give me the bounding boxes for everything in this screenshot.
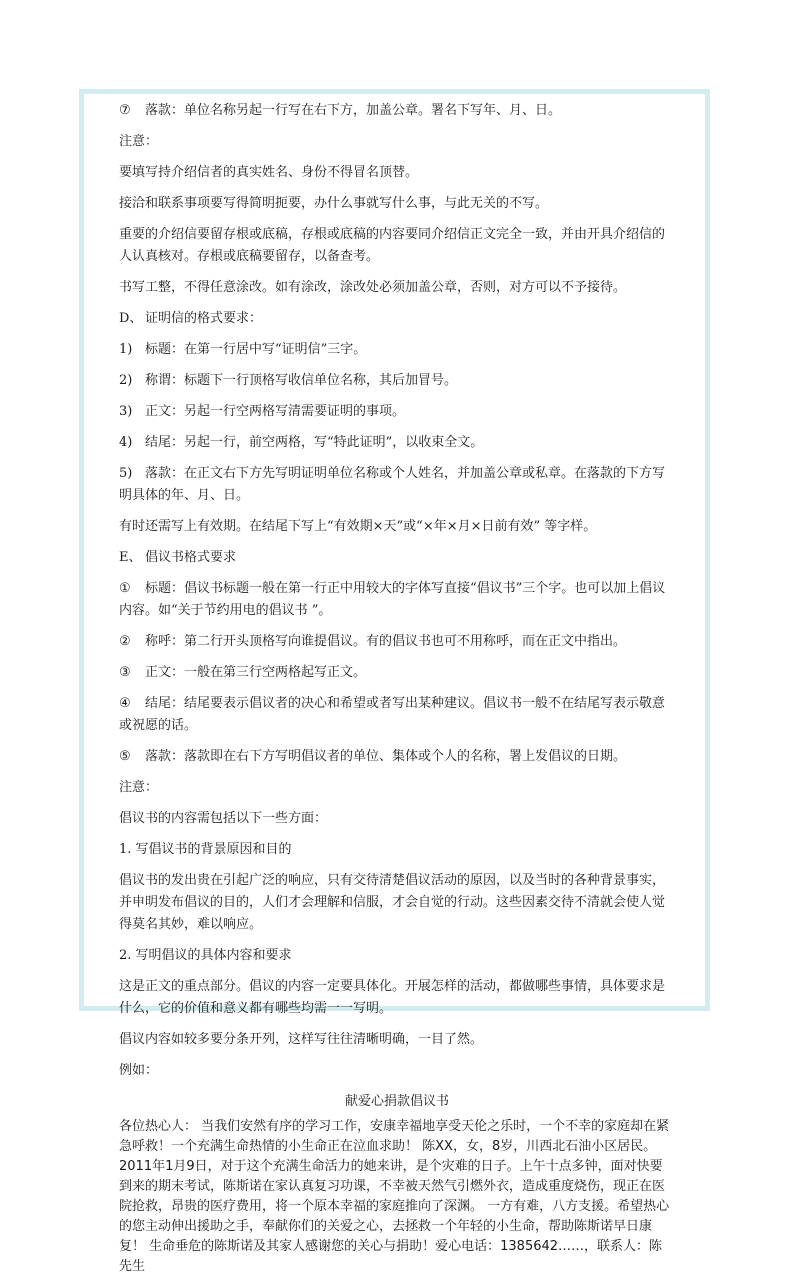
paragraph <box>119 1060 675 1082</box>
list-marker: ③ <box>119 665 131 680</box>
paragraph-text: 有时还需写上有效期。在结尾下写上“有效期×天”或“×年×月×日前有效” 等字样。 <box>119 519 597 534</box>
paragraph-text: 书写工整，不得任意涂改。如有涂改，涂改处必须加盖公章，否则，对方可以不予接待。 <box>119 280 627 295</box>
paragraph <box>119 870 675 936</box>
list-marker: ⑦ <box>119 103 131 118</box>
paragraph <box>119 777 675 799</box>
paragraph <box>119 631 675 653</box>
document-content <box>119 100 675 1277</box>
paragraph-text: 证明信的格式要求： <box>145 311 263 326</box>
paragraph <box>119 976 675 1020</box>
paragraph-text: 称谓：标题下一行顶格写收信单位名称，其后加冒号。 <box>145 373 458 388</box>
letter-title: 献爱心捐款倡议书 <box>344 1094 449 1109</box>
list-marker: 3) <box>119 404 133 419</box>
list-marker: E、 <box>119 550 142 565</box>
paragraph-text: 标题：倡议书标题一般在第一行正中用较大的字体写直接“倡议书”三个字。也可以加上倡议内容。如“关于节约用电的倡议书 ”。 <box>119 581 666 618</box>
list-marker: 2) <box>119 373 133 388</box>
paragraph <box>119 839 675 861</box>
paragraph-text: 正文：一般在第三行空两格起写正文。 <box>145 665 367 680</box>
paragraph-text: 倡议书的内容需包括以下一些方面： <box>119 811 328 826</box>
paragraph <box>119 1029 675 1051</box>
paragraph-text: 倡议书的发出贵在引起广泛的响应，只有交待清楚倡议活动的原因，以及当时的各种背景事实，并申明发布倡议的目的，人们才会理解和信服，才会自觉的行动。这些因素交待不清就会使人觉得莫名其妙，难以响应。 <box>119 873 666 932</box>
paragraph <box>119 131 675 153</box>
list-marker: D、 <box>119 311 143 326</box>
paragraph <box>119 193 675 215</box>
list-marker: ① <box>119 581 131 596</box>
paragraph <box>119 463 675 507</box>
paragraph-text: 注意： <box>119 780 159 795</box>
paragraph <box>119 432 675 454</box>
paragraph-text: 结尾：结尾要表示倡议者的决心和希望或者写出某种建议。倡议书一般不在结尾写表示敬意或祝愿的话。 <box>119 696 666 733</box>
paragraph <box>119 401 675 423</box>
list-marker: 5) <box>119 466 133 481</box>
paragraph <box>119 224 675 268</box>
paragraph-text: 这是正文的重点部分。倡议的内容一定要具体化。开展怎样的活动，都做哪些事情，具体要求是什么，它的价值和意义都有哪些均需一一写明。 <box>119 979 666 1016</box>
list-marker: ⑤ <box>119 749 131 764</box>
paragraph-text: 称呼：第二行开头顶格写向谁提倡议。有的倡议书也可不用称呼，而在正文中指出。 <box>145 634 627 649</box>
paragraph-text: 落款：在正文右下方先写明证明单位名称或个人姓名，并加盖公章或私章。在落款的下方写明具体的年、月、日。 <box>119 466 666 503</box>
letter-body: 各位热心人： 当我们安然有序的学习工作，安康幸福地享受天伦之乐时，一个不幸的家庭却在紧急呼救！一个充满生命热情的小生命正在泣血求助！ 陈XX，女，8岁，川西北石油小区居民。2011年1月9日，对于这个充满生命活力的她来讲，是个灾难的日子。上午十点多钟，面对快要到来的期末考试，陈斯诺在家认真复习功课，不幸被天然气引燃外衣，造成重度烧伤，现正在医院抢救，昂贵的医疗费用，将一个原本幸福的家庭推向了深渊。 一方有难，八方支援。希望热心的您主动伸出援助之手，奉献你们的关爱之心，去拯救一个年轻的小生命，帮助陈斯诺早日康复！ 生命垂危的陈斯诺及其家人感谢您的关心与捐助！爱心电话：1385642……，联系人：陈先生 <box>119 1119 670 1274</box>
paragraph-text: 结尾：另起一行，前空两格，写“特此证明”，以收束全文。 <box>145 435 484 450</box>
paragraph <box>119 547 675 569</box>
paragraph-text: 落款：单位名称另起一行写在右下方，加盖公章。署名下写年、月、日。 <box>145 103 562 118</box>
paragraph <box>119 945 675 967</box>
document-frame <box>79 89 710 1274</box>
paragraph-text: 1. 写倡议书的背景原因和目的 <box>119 842 292 857</box>
paragraph <box>119 100 675 122</box>
paragraph <box>119 370 675 392</box>
paragraph <box>119 308 675 330</box>
paragraph <box>119 693 675 737</box>
paragraph-text: 要填写持介绍信者的真实姓名、身份不得冒名顶替。 <box>119 165 419 180</box>
paragraph-text: 倡议书格式要求 <box>145 550 237 565</box>
paragraph-text: 标题：在第一行居中写“证明信”三字。 <box>145 342 367 357</box>
list-marker: 1) <box>119 342 133 357</box>
paragraph <box>119 578 675 622</box>
paragraph-text: 接洽和联系事项要写得简明扼要，办什么事就写什么事，与此无关的不写。 <box>119 196 549 211</box>
paragraph <box>119 277 675 299</box>
list-marker: ② <box>119 634 131 649</box>
paragraph-text: 例如： <box>119 1063 159 1078</box>
paragraph-text: 正文：另起一行空两格写清需要证明的事项。 <box>145 404 406 419</box>
list-marker: 4) <box>119 435 133 450</box>
paragraph-text: 重要的介绍信要留存根或底稿，存根或底稿的内容要同介绍信正文完全一致，并由开具介绍信的人认真核对。存根或底稿要留存，以备查考。 <box>119 227 666 264</box>
paragraph <box>119 339 675 361</box>
paragraph <box>119 808 675 830</box>
paragraph <box>119 662 675 684</box>
paragraph <box>119 162 675 184</box>
paragraph-text: 倡议内容如较多要分条开列，这样写往往清晰明确，一目了然。 <box>119 1032 484 1047</box>
list-marker: ④ <box>119 696 131 711</box>
paragraph-text: 注意： <box>119 134 159 149</box>
paragraph-text: 落款：落款即在右下方写明倡议者的单位、集体或个人的名称，署上发倡议的日期。 <box>145 749 627 764</box>
paragraph <box>119 516 675 538</box>
paragraph-text: 2. 写明倡议的具体内容和要求 <box>119 948 292 963</box>
paragraph <box>119 746 675 768</box>
